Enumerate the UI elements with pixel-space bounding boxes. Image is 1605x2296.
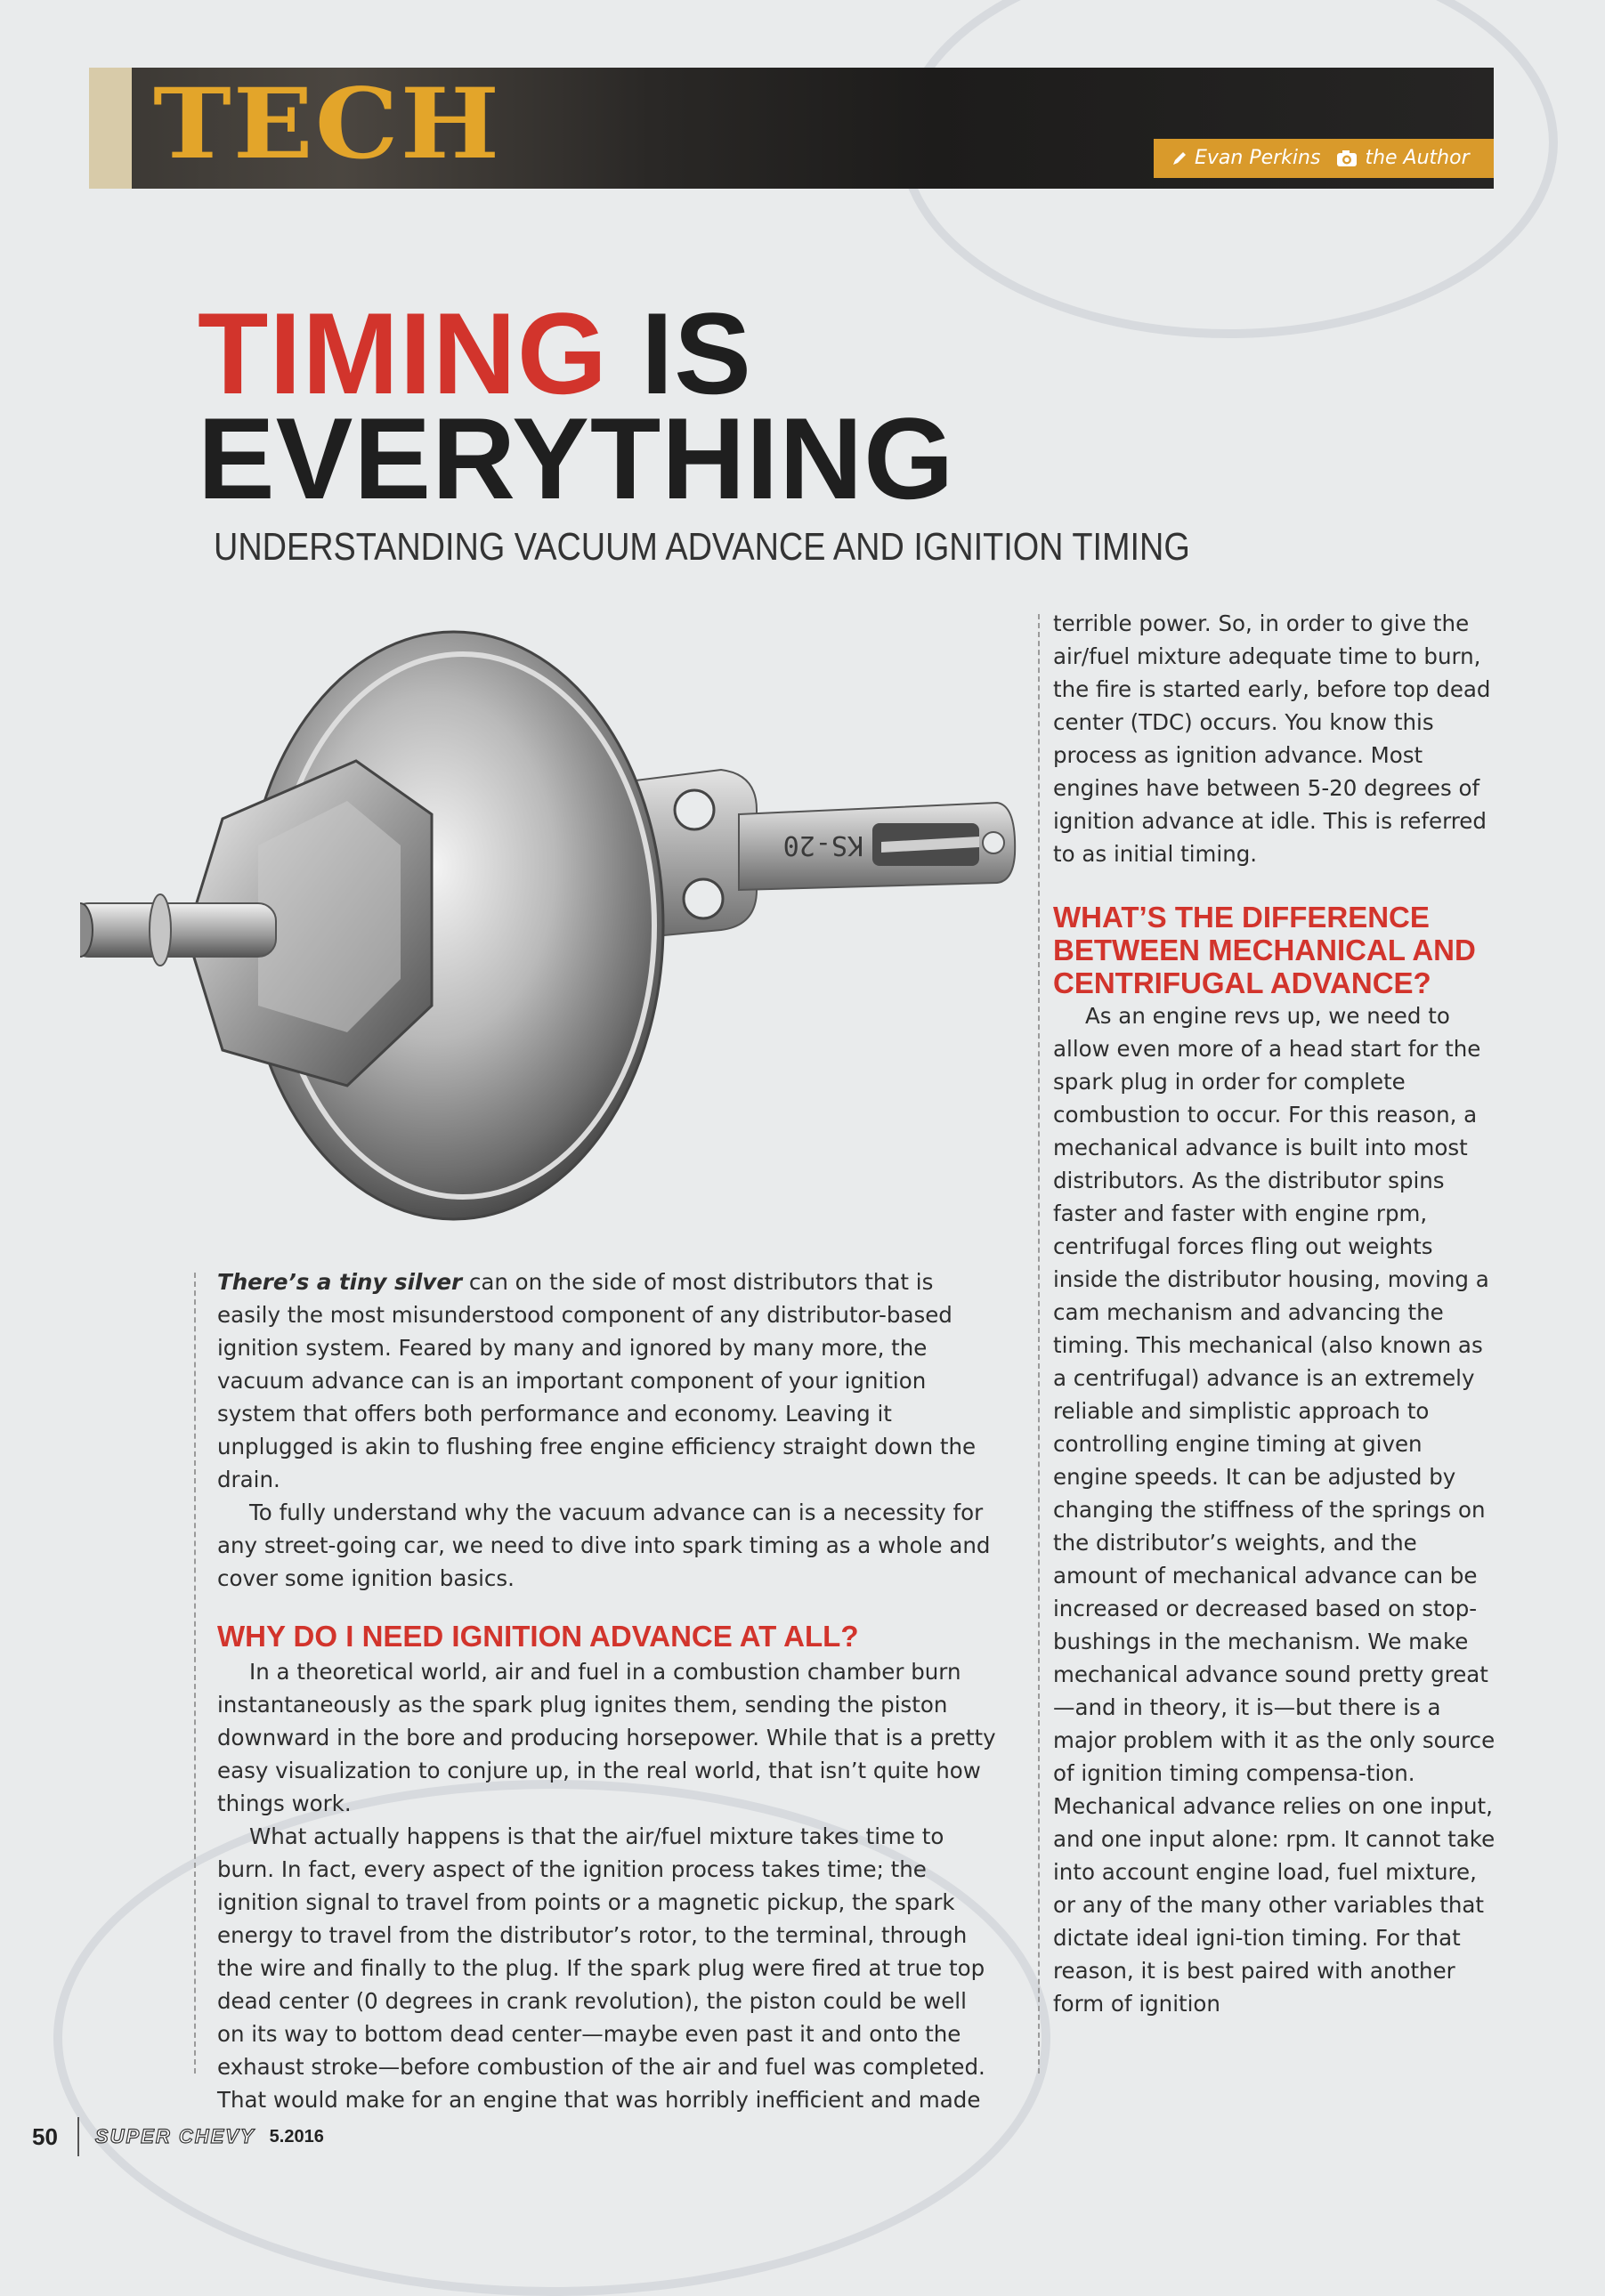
headline-word-everything: EVERYTHING xyxy=(198,393,955,523)
paragraph-4: What actually happens is that the air/fuel mixture takes time to burn. In fact, every aspect of the ignition process takes time; the ignition signal to travel from points or a magnetic pickup, the spark energy to travel from the distributor’s rotor, to the terminal, through the wire and finally to the plug. If the spark plug were fired at true top dead center (0 degrees in crank revolution), the piston could be well on its way to bottom dead center—maybe even past it and onto the exhaust stroke—before combustion of the air and fuel was completed. That would make for an engine that was horribly inefficient and made xyxy=(217,1823,985,2113)
banner-tape xyxy=(89,68,132,189)
right-column-rule xyxy=(1038,614,1040,2074)
author-name: Evan Perkins xyxy=(1195,147,1321,169)
pen-icon xyxy=(1171,150,1188,166)
credit-bar xyxy=(1154,139,1494,178)
bracket-hole-bottom xyxy=(684,879,723,918)
part-stamp: KS-20 xyxy=(782,829,863,861)
footer-divider xyxy=(77,2117,79,2156)
paragraph-2: To fully understand why the vacuum advance can is a necessity for any street-going car, we need to dive into spark timing as a whole and cover some ignition basics. xyxy=(217,1500,991,1591)
hex-face xyxy=(258,801,401,1032)
vacuum-advance-photo xyxy=(80,587,1042,1237)
lead-in: There’s a tiny silver xyxy=(217,1269,463,1295)
section-heading-2: WHAT’S THE DIFFERENCE BETWEEN MECHANICAL AND CENTRIFUGAL ADVANCE? xyxy=(1053,901,1476,999)
left-column-rule xyxy=(194,1273,196,2074)
bracket-hole-top xyxy=(675,790,714,829)
page-footer xyxy=(32,2114,324,2159)
issue-date: 5.2016 xyxy=(269,2126,324,2146)
nipple-flare xyxy=(150,894,171,966)
photo-credit: the Author xyxy=(1365,147,1470,169)
subtitle: UNDERSTANDING VACUUM ADVANCE AND IGNITION TIMING xyxy=(214,525,1190,569)
tech-banner xyxy=(89,68,1494,189)
intro-paragraph xyxy=(217,1265,1001,1496)
left-column xyxy=(217,1265,1001,2116)
headline xyxy=(198,288,955,523)
section-title: TECH xyxy=(153,68,502,181)
paragraph-3: In a theoretical world, air and fuel in a combustion chamber burn instantaneously as the spark plug ignites them, sending the piston downward in the bore and producing horsepower. While that is a pretty easy visualization to conjure up, in the real world, that isn’t quite how things work. xyxy=(217,1659,996,1816)
right-column xyxy=(1053,607,1498,2020)
page-number: 50 xyxy=(32,2122,58,2150)
vacuum-nipple xyxy=(80,903,276,957)
paragraph-5: As an engine revs up, we need to allow even more of a head start for the spark plug in order for complete combustion to occur. For this reason, a mechanical advance is built into most distributors. As the distributor spins faster and faster with engine rpm, centrifugal forces fling out weights inside the distributor housing, moving a cam mechanism and advancing the timing. This mechanical (also known as a centrifugal) advance is an extremely reliable and simplistic approach to controlling engine timing at given engine speeds. It can be adjusted by changing the stiffness of the springs on the distributor’s weights, and the amount of mechanical advance can be increased or decreased based on stop-bushings in the mechanism. We make mechanical advance sound pretty great—and in theory, it is—but there is a major problem with it as the only source of ignition timing compensa-tion. Mechanical advance relies on one input, and one input alone: rpm. It cannot take into account engine load, fuel mixture, or any of the many other variables that dictate ideal igni-tion timing. For that reason, it is best paired with another form of ignition xyxy=(1053,1003,1496,2017)
camera-icon xyxy=(1336,150,1358,167)
headline-word-timing: TIMING xyxy=(198,288,608,418)
arm-end-hole xyxy=(983,832,1004,853)
magazine-name: SUPER CHEVY xyxy=(94,2125,255,2147)
section-heading-1: WHY DO I NEED IGNITION ADVANCE AT ALL? xyxy=(217,1620,859,1653)
intro-text: can on the side of most distributors that is easily the most misunderstood component of any distributor-based ignition system. Feared by many and ignored by many more, the vacuum advance can is an important component of your ignition system that offers both performance and economy. Leaving it unplugged is akin to flushing free engine efficiency straight down the drain. xyxy=(217,1269,977,1492)
headline-word-is: IS xyxy=(641,288,752,418)
show-through-text xyxy=(1049,382,1080,432)
continued-paragraph: terrible power. So, in order to give the air/fuel mixture adequate time to burn, the fire is started early, before top dead center (TDC) occurs. You know this process as ignition advance. Most engines have between 5-20 degrees of ignition advance at idle. This is referred to as initial timing. xyxy=(1053,610,1491,867)
